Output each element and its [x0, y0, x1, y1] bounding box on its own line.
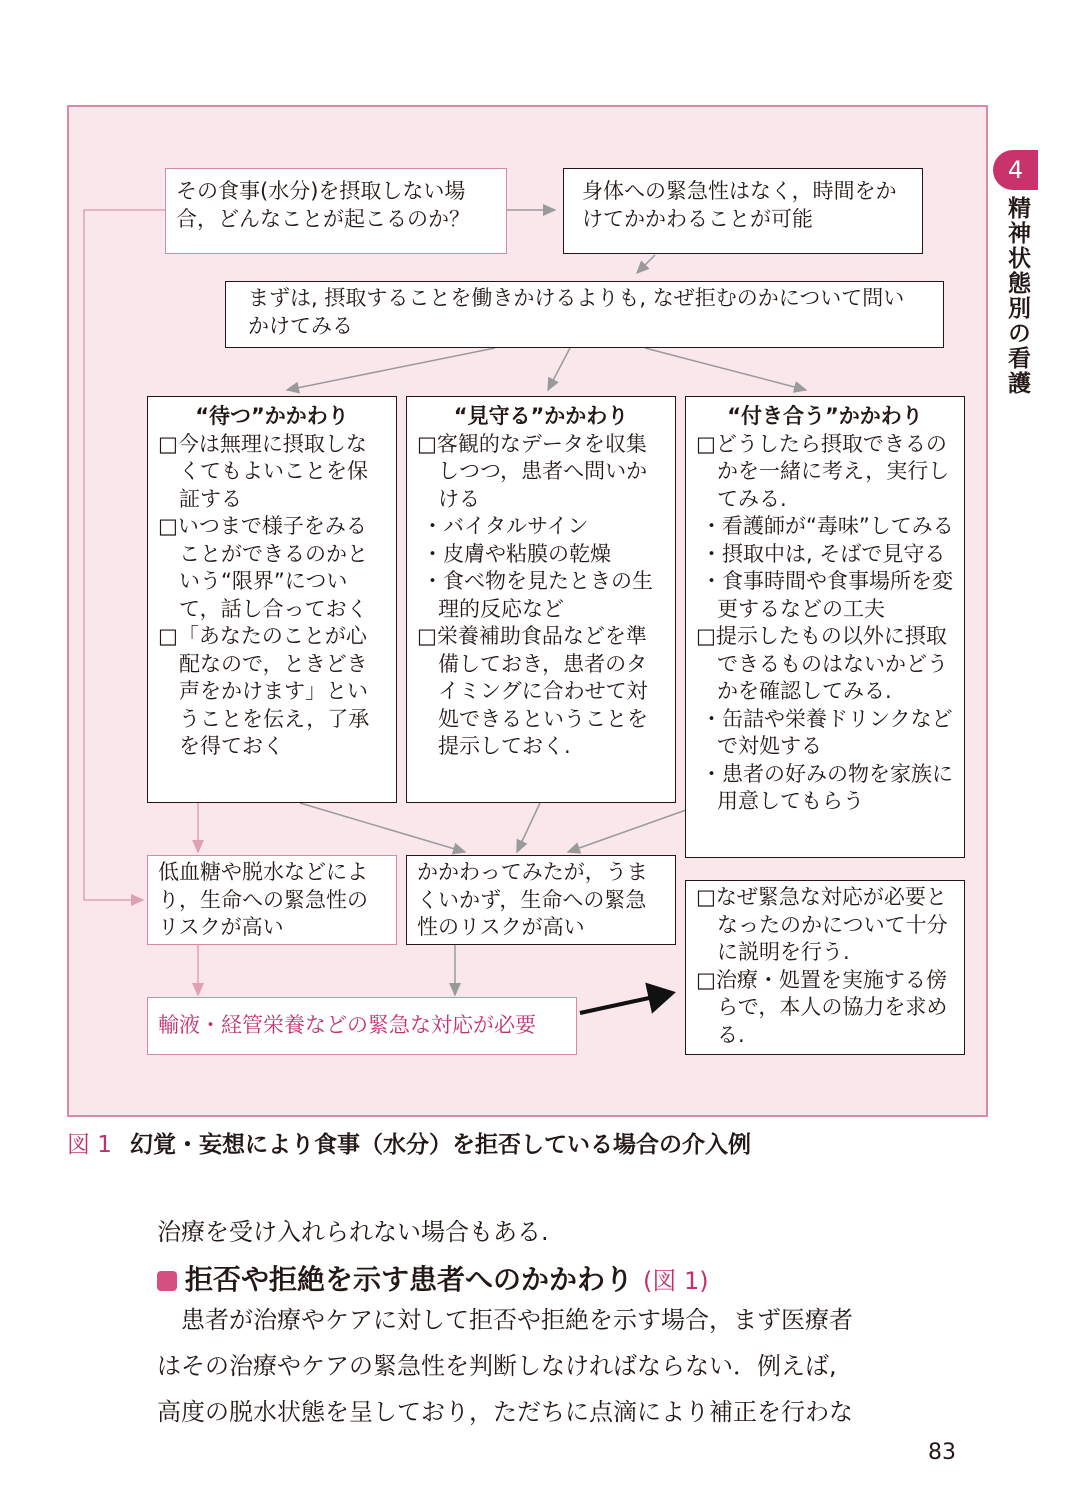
question-text: その食事(水分)を摂取しない場合，どんなことが起こるのか？: [176, 179, 470, 231]
wait-item: □今は無理に摂取しなくてもよいことを保証する: [158, 431, 368, 511]
heading-figure-ref: (図 1): [643, 1267, 709, 1295]
explanation-item: □なぜ緊急な対応が必要となったのかについて十分に説明を行う.: [696, 885, 948, 964]
accompany-item: ・患者の好みの物を家族に用意してもらう: [701, 761, 953, 813]
risk-box-1: [147, 855, 397, 945]
accompany-item: □提示したもの以外に摂取できるものはないかどうかを確認してみる.: [696, 624, 948, 703]
watch-item: ・食べ物を見たときの生理的反応など: [422, 569, 653, 621]
wait-column: [147, 396, 397, 803]
heading-bullet-icon: [157, 1271, 177, 1291]
non-urgent-box: [563, 168, 923, 254]
non-urgent-text: 身体への緊急性はなく，時間をかけてかかわることが可能: [582, 179, 897, 231]
chapter-title: 精神状態別の看護: [1004, 196, 1030, 396]
risk-text-2: かかわってみたが，うまくいかず，生命への緊急性のリスクが高い: [417, 860, 648, 939]
question-box: [165, 168, 507, 254]
wait-item: □「あなたのことが心配なので，ときどき声をかけます」ということを伝え，了承を得ておく: [158, 624, 370, 758]
watch-column: [406, 396, 676, 803]
paragraph-line: はその治療やケアの緊急性を判断しなければならない．例えば,: [157, 1352, 837, 1380]
watch-item: □客観的なデータを収集しつつ，患者へ問いかける: [417, 431, 648, 511]
explanation-box: [685, 880, 965, 1055]
heading-text: 拒否や拒絶を示す患者へのかかわり: [185, 1263, 634, 1296]
paragraph-line: 患者が治療やケアに対して拒否や拒絶を示す場合，まず医療者: [157, 1306, 853, 1334]
accompany-item: ・食事時間や食事場所を変更するなどの工夫: [701, 569, 953, 621]
risk-box-2: [406, 855, 676, 945]
accompany-item: ・看護師が“毒味”してみる: [701, 514, 954, 538]
watch-title: “見守る”かかわり: [453, 404, 629, 428]
accompany-item: ・缶詰や栄養ドリンクなどで対処する: [701, 706, 953, 758]
chapter-number-tab: 4: [993, 150, 1038, 190]
urgent-response-box: [147, 997, 577, 1055]
accompany-column: [685, 396, 965, 858]
page-number: 83: [928, 1440, 956, 1465]
risk-text-1: 低血糖や脱水などにより，生命への緊急性のリスクが高い: [158, 860, 368, 939]
section-heading: [157, 1258, 709, 1298]
watch-item: □栄養補助食品などを準備しておき，患者のタイミングに合わせて対処できるということを提示しておく.: [417, 624, 648, 758]
paragraph-line: 高度の脱水状態を呈しており，ただちに点滴により補正を行わな: [157, 1398, 853, 1426]
watch-item: ・バイタルサイン: [422, 514, 589, 538]
first-step-text: まずは, 摂取することを働きかけるよりも, なぜ拒むのかについて問いかけてみる: [248, 286, 905, 338]
accompany-title: “付き合う”かかわり: [727, 404, 923, 428]
watch-item: ・皮膚や粘膜の乾燥: [422, 541, 611, 566]
figure-caption: [67, 1126, 751, 1159]
accompany-item: □どうしたら摂取できるのかを一緒に考え，実行してみる.: [696, 431, 950, 511]
body-line: 治療を受け入れられない場合もある.: [157, 1218, 549, 1246]
wait-title: “待つ”かかわり: [195, 404, 349, 428]
accompany-item: ・摂取中は, そばで見守る: [701, 541, 946, 566]
wait-item: □いつまで様子をみることができるのかという“限界”について，話し合っておく: [158, 514, 368, 621]
explanation-item: □治療・処置を実施する傍らで，本人の協力を求める.: [696, 967, 948, 1047]
urgent-response-text: 輸液・経管栄養などの緊急な対応が必要: [158, 1013, 536, 1037]
first-step-box: [225, 281, 944, 348]
caption-label: 図 1: [67, 1132, 112, 1158]
caption-text: 幻覚・妄想により食事（水分）を拒否している場合の介入例: [129, 1132, 751, 1158]
